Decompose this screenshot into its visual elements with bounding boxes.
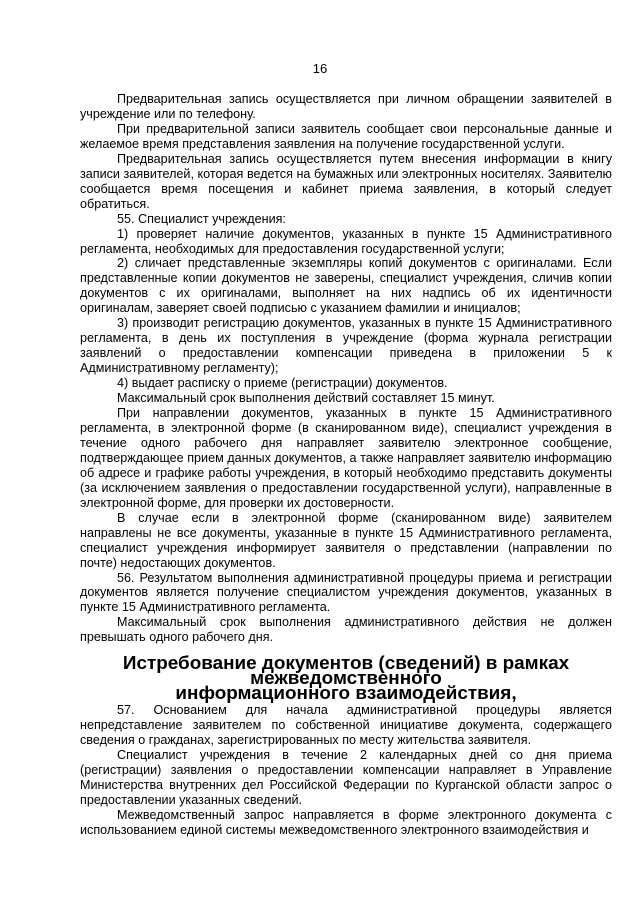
paragraph: Предварительная запись осуществляется при личном обращении заявителей в учреждение или по телефону. xyxy=(80,92,612,121)
page-number: 16 xyxy=(312,61,328,76)
paragraph: При предварительной записи заявитель сообщает свои персональные данные и желаемое время представления заявления на получение государственной услуги. xyxy=(80,121,612,151)
paragraph: Специалист учреждения в течение 2 календарных дней со дня приема (регистрации) заявления о предоставлении компенсации направляет в Управление Министерства внутренних дел Российской Федерации по Курганской области запрос о предоставлении указанных сведений. xyxy=(80,748,612,807)
paragraph: 2) сличает представленные экземпляры копий документов с оригиналами. Если представленные копии документов не заверены, специалист учреждения, сличив копии документов с их оригиналами, выполняет на них надпись об их идентичности оригиналам, заверяет своей подписью с указанием фамилии и инициалов; xyxy=(80,256,612,316)
paragraph: 55. Специалист учреждения: xyxy=(117,211,286,226)
paragraph: 3) производит регистрацию документов, указанных в пункте 15 Административного регламента, в день их поступления в учреждение (форма журнала регистрации заявлений о предоставлении компенсации приведена в приложении 5 к Административному регламенту); xyxy=(80,316,612,376)
section-heading-line: Истребование документов (сведений) в рамках межведомственного xyxy=(122,653,570,690)
section-heading-line: информационного взаимодействия, xyxy=(175,683,517,705)
paragraph: В случае если в электронной форме (сканированном виде) заявителем направлены не все документы, указанные в пункте 15 Административного регламента, специалист учреждения информирует заявителя о представлении (направлении по почте) недостающих документов. xyxy=(80,510,612,570)
paragraph: При направлении документов, указанных в пункте 15 Административного регламента, в электронной форме (в сканированном виде), специалист учреждения в течение одного рабочего дня направляет заявителю электронное сообщение, подтверждающее прием данных документов, а также направляет заявителю информацию об адресе и графике работы учреждения, в который необходимо представить документы (за исключением заявления о предоставлении государственной услуги), направленные в электронной форме, для проверки их достоверности. xyxy=(80,406,612,510)
paragraph: 57. Основанием для начала административной процедуры является непредставление заявителем по собственной инициативе документа, содержащего сведения о гражданах, зарегистрированных по месту жительства заявителя. xyxy=(80,703,612,748)
document-body xyxy=(80,92,612,838)
paragraph: 56. Результатом выполнения административной процедуры приема и регистрации документов является получение специалистом учреждения документов, указанных в пункте 15 Административного регламента. xyxy=(80,570,612,615)
paragraph: Предварительная запись осуществляется путем внесения информации в книгу записи заявителей, которая ведется на бумажных или электронных носителях. Заявителю сообщается время посещения и кабинет приема заявления, в который следует обратиться. xyxy=(80,151,612,211)
section-heading xyxy=(80,653,612,705)
paragraph: Межведомственный запрос направляется в форме электронного документа с использованием единой системы межведомственного электронного взаимодействия и xyxy=(80,807,612,837)
paragraph: 1) проверяет наличие документов, указанных в пункте 15 Административного регламента, необходимых для предоставления государственной услуги; xyxy=(80,226,612,256)
paragraph: Максимальный срок выполнения административного действия не должен превышать одного рабочего дня. xyxy=(80,615,612,645)
paragraph: Максимальный срок выполнения действий составляет 15 минут. xyxy=(117,391,495,406)
paragraph: 4) выдает расписку о приеме (регистрации) документов. xyxy=(117,376,448,391)
